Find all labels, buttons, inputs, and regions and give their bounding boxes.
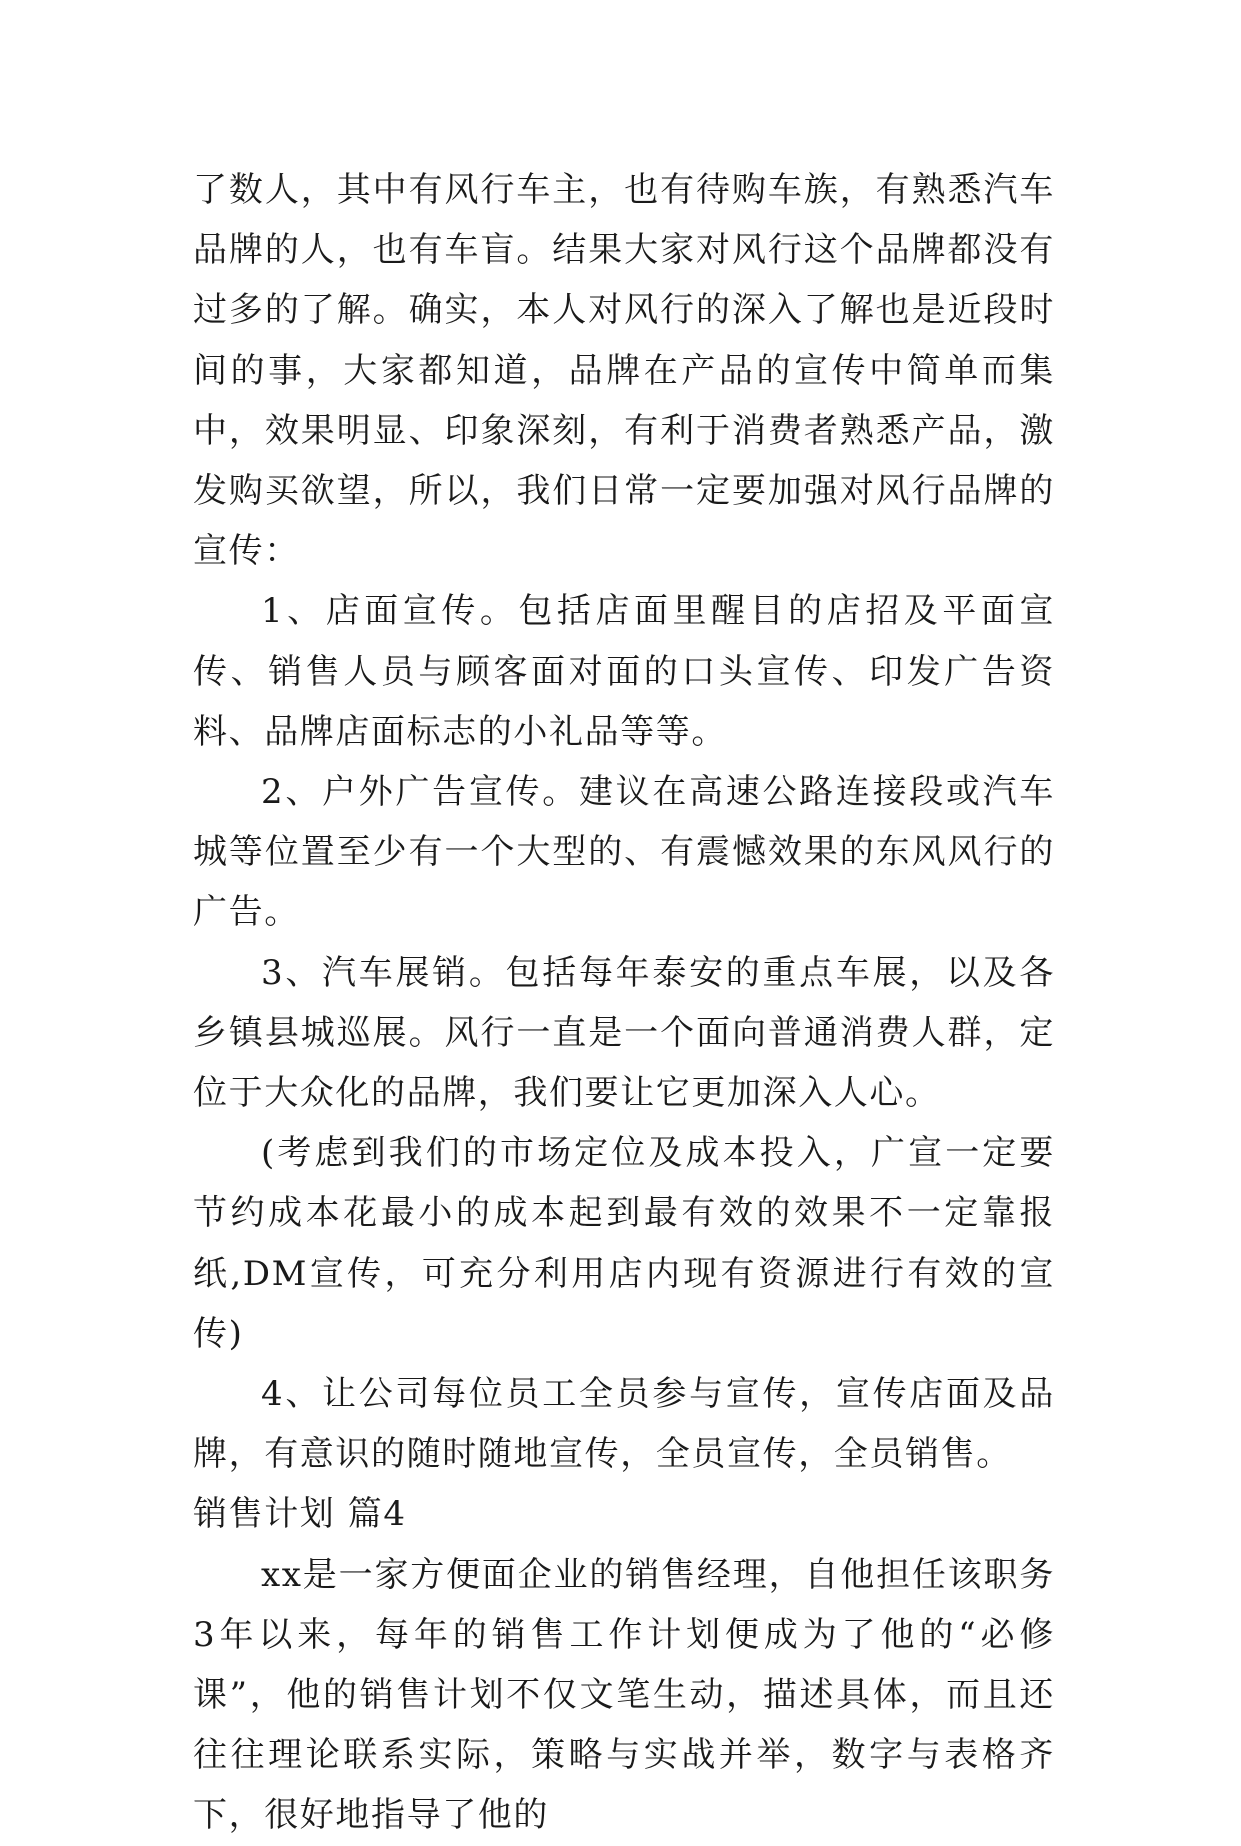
paragraph-brand-promotion-intro: 了数人，其中有风行车主，也有待购车族，有熟悉汽车品牌的人，也有车盲。结果大家对风行这个品牌都没有过多的了解。确实，本人对风行的深入了解也是近段时间的事，大家都知道，品牌在产品的宣传中简单而集中，效果明显、印象深刻，有利于消费者熟悉产品，激发购买欲望，所以，我们日常一定要加强对风行品牌的宣传： bbox=[193, 170, 1055, 572]
paragraph-auto-exhibition: 3、汽车展销。包括每年泰安的重点车展，以及各乡镇县城巡展。风行一直是一个面向普通消费人群，定位于大众化的品牌，我们要让它更加深入人心。 bbox=[193, 952, 1055, 1114]
paragraph-cost-note: (考虑到我们的市场定位及成本投入，广宣一定要节约成本花最小的成本起到最有效的效果不一定靠报纸,DM宣传，可充分利用店内现有资源进行有效的宣传) bbox=[193, 1133, 1055, 1354]
section-heading: 销售计划 篇4 bbox=[193, 1494, 407, 1535]
paragraph-store-promotion: 1、店面宣传。包括店面里醒目的店招及平面宣传、销售人员与顾客面对面的口头宣传、印发广告资料、品牌店面标志的小礼品等等。 bbox=[193, 591, 1055, 752]
paragraph-sales-manager-case: xx是一家方便面企业的销售经理，自他担任该职务3年以来，每年的销售工作计划便成为了他的“必修课”，他的销售计划不仅文笔生动，描述具体，而且还往往理论联系实际，策略与实战并举，数字与表格齐下，很好地指导了他的 bbox=[193, 1554, 1055, 1836]
document-body bbox=[193, 160, 1055, 1846]
paragraph-all-staff-promotion: 4、让公司每位员工全员参与宣传，宣传店面及品牌，有意识的随时随地宣传，全员宣传，全员销售。 bbox=[193, 1374, 1055, 1475]
paragraph-outdoor-ads: 2、户外广告宣传。建议在高速公路连接段或汽车城等位置至少有一个大型的、有震憾效果的东风风行的广告。 bbox=[193, 772, 1055, 933]
